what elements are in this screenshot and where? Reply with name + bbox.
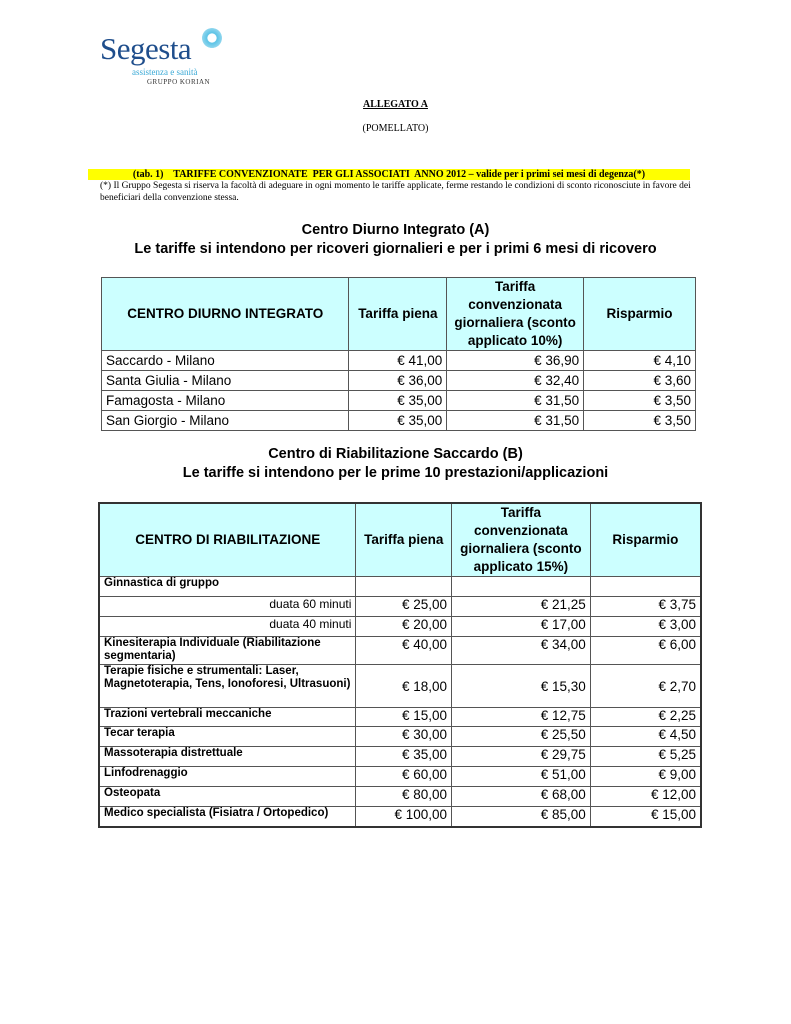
- tariffa-convenzionata: € 31,50: [447, 391, 584, 411]
- table-row: [99, 708, 701, 727]
- tariffa-convenzionata: € 51,00: [452, 767, 591, 787]
- table-row: [99, 617, 701, 637]
- footnote: (*) Il Gruppo Segesta si riserva la facoltà di adeguare in ogni momento le tariffe applicate, ferme restando le condizioni di sconto riconosciute in favore dei beneficiari della convenzione stessa.: [100, 181, 691, 203]
- item-name: Famagosta - Milano: [102, 391, 349, 411]
- tariffa-convenzionata: € 25,50: [452, 727, 591, 747]
- risparmio: € 3,00: [590, 617, 701, 637]
- item-name: Santa Giulia - Milano: [102, 371, 349, 391]
- risparmio: € 9,00: [590, 767, 701, 787]
- item-name: Terapie fisiche e strumentali: Laser, Magnetoterapia, Tens, Ionoforesi, Ultrasuoni): [99, 665, 356, 708]
- table-row: [99, 787, 701, 807]
- tariffa-convenzionata: € 29,75: [452, 747, 591, 767]
- column-header: Risparmio: [590, 503, 701, 577]
- section-b-subtitle: Le tariffe si intendono per le prime 10 prestazioni/applicazioni: [182, 465, 609, 481]
- tariffa-convenzionata: € 15,30: [452, 665, 591, 708]
- table-row: [102, 351, 696, 371]
- empty-cell: [356, 577, 452, 597]
- risparmio: € 3,60: [584, 371, 696, 391]
- risparmio: € 15,00: [590, 807, 701, 827]
- column-header: CENTRO DIURNO INTEGRATO: [102, 278, 349, 351]
- table-row: [99, 597, 701, 617]
- item-name: Trazioni vertebrali meccaniche: [99, 708, 356, 727]
- risparmio: € 3,75: [590, 597, 701, 617]
- column-header: Risparmio: [584, 278, 696, 351]
- item-name: duata 40 minuti: [99, 617, 356, 637]
- tariffa-convenzionata: € 31,50: [447, 411, 584, 431]
- tariffa-piena: € 35,00: [349, 391, 447, 411]
- item-name: duata 60 minuti: [99, 597, 356, 617]
- item-name: Saccardo - Milano: [102, 351, 349, 371]
- table-title-highlight: (tab. 1) TARIFFE CONVENZIONATE PER GLI ASSOCIATI ANNO 2012 – valide per i primi sei mesi di degenza(*): [88, 169, 690, 180]
- table-header-row: [102, 278, 696, 351]
- tariffa-convenzionata: € 68,00: [452, 787, 591, 807]
- tariffa-piena: € 35,00: [349, 411, 447, 431]
- tariffa-convenzionata: € 12,75: [452, 708, 591, 727]
- risparmio: € 4,50: [590, 727, 701, 747]
- tariffa-convenzionata: € 17,00: [452, 617, 591, 637]
- column-header: CENTRO DI RIABILITAZIONE: [99, 503, 356, 577]
- segesta-logo: [100, 27, 230, 87]
- risparmio: € 3,50: [584, 411, 696, 431]
- item-name: Osteopata: [99, 787, 356, 807]
- tariffa-convenzionata: € 36,90: [447, 351, 584, 371]
- tariffa-piena: € 100,00: [356, 807, 452, 827]
- column-header: Tariffa convenzionata giornaliera (sconto applicato 15%): [452, 503, 591, 577]
- table-row: [99, 807, 701, 827]
- column-header: Tariffa piena: [356, 503, 452, 577]
- empty-cell: [452, 577, 591, 597]
- allegato-heading: ALLEGATO A: [363, 99, 428, 110]
- tariffa-convenzionata: € 34,00: [452, 637, 591, 665]
- riabilitazione-table: [98, 502, 702, 828]
- risparmio: € 5,25: [590, 747, 701, 767]
- table-row: [102, 371, 696, 391]
- group-label: Ginnastica di gruppo: [99, 577, 356, 597]
- empty-cell: [590, 577, 701, 597]
- section-b-title: Centro di Riabilitazione Saccardo (B): [268, 446, 523, 462]
- risparmio: € 4,10: [584, 351, 696, 371]
- item-name: Linfodrenaggio: [99, 767, 356, 787]
- table-row: [99, 767, 701, 787]
- tariffa-convenzionata: € 32,40: [447, 371, 584, 391]
- logo-tagline: assistenza e sanità: [132, 67, 198, 77]
- tariffa-piena: € 41,00: [349, 351, 447, 371]
- tariffa-piena: € 40,00: [356, 637, 452, 665]
- item-name: San Giorgio - Milano: [102, 411, 349, 431]
- risparmio: € 12,00: [590, 787, 701, 807]
- tariffa-convenzionata: € 85,00: [452, 807, 591, 827]
- section-a-title: Centro Diurno Integrato (A): [301, 222, 490, 238]
- subtitle: (POMELLATO): [362, 123, 429, 134]
- tariffa-piena: € 25,00: [356, 597, 452, 617]
- tariffa-piena: € 36,00: [349, 371, 447, 391]
- table-row: [102, 391, 696, 411]
- table-header-row: [99, 503, 701, 577]
- centro-diurno-table: [101, 277, 696, 431]
- table-group-row: [99, 577, 701, 597]
- item-name: Tecar terapia: [99, 727, 356, 747]
- tariffa-convenzionata: € 21,25: [452, 597, 591, 617]
- logo-group: GRUPPO KORIAN: [147, 78, 211, 86]
- tariffa-piena: € 30,00: [356, 727, 452, 747]
- section-a-subtitle: Le tariffe si intendono per ricoveri giornalieri e per i primi 6 mesi di ricovero: [134, 241, 657, 257]
- tariffa-piena: € 15,00: [356, 708, 452, 727]
- tariffa-piena: € 80,00: [356, 787, 452, 807]
- table-row: [102, 411, 696, 431]
- tariffa-piena: € 35,00: [356, 747, 452, 767]
- risparmio: € 3,50: [584, 391, 696, 411]
- risparmio: € 2,25: [590, 708, 701, 727]
- item-name: Medico specialista (Fisiatra / Ortopedico): [99, 807, 356, 827]
- column-header: Tariffa piena: [349, 278, 447, 351]
- table-row: [99, 637, 701, 665]
- risparmio: € 2,70: [590, 665, 701, 708]
- table-row: [99, 747, 701, 767]
- tariffa-piena: € 20,00: [356, 617, 452, 637]
- table-row: [99, 665, 701, 708]
- tariffa-piena: € 18,00: [356, 665, 452, 708]
- tariffa-piena: € 60,00: [356, 767, 452, 787]
- column-header: Tariffa convenzionata giornaliera (sconto applicato 10%): [447, 278, 584, 351]
- table-row: [99, 727, 701, 747]
- logo-name: Segesta: [100, 31, 192, 66]
- sun-icon: [202, 28, 222, 48]
- item-name: Kinesiterapia Individuale (Riabilitazione segmentaria): [99, 637, 356, 665]
- risparmio: € 6,00: [590, 637, 701, 665]
- item-name: Massoterapia distrettuale: [99, 747, 356, 767]
